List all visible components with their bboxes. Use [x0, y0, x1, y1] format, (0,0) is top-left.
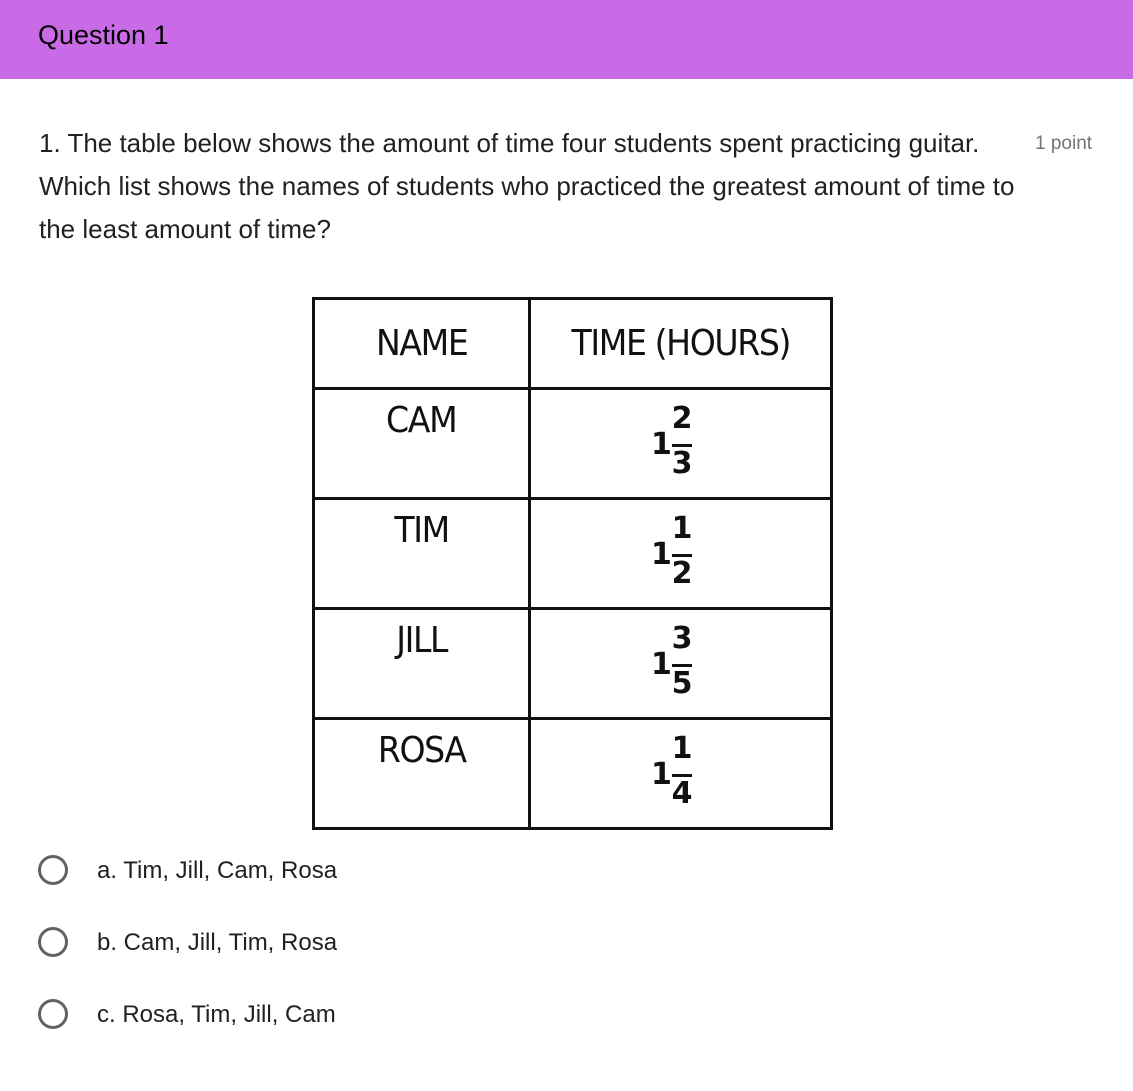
points-label: 1 point — [1035, 133, 1093, 154]
table-row — [314, 389, 832, 499]
radio-button[interactable] — [38, 927, 68, 957]
radio-button[interactable] — [38, 999, 68, 1029]
mixed-number — [651, 510, 711, 600]
question-prompt: 1. The table below shows the amount of time four students spent practicing guitar. Which list shows the names of students who practiced the greatest amount of time to the least amount of time? — [39, 128, 1015, 244]
mixed-number — [651, 400, 711, 490]
denominator: 4 — [671, 776, 693, 811]
table-header-row — [314, 299, 832, 389]
answer-option-label[interactable]: a. Tim, Jill, Cam, Rosa — [97, 857, 338, 884]
student-name-cell: CAM — [314, 389, 530, 499]
table-row — [314, 609, 832, 719]
time-cell — [530, 389, 832, 499]
time-cell — [530, 499, 832, 609]
question-header-bar — [0, 0, 1133, 79]
table-row — [314, 499, 832, 609]
whole-part: 1 — [651, 647, 672, 682]
student-name-cell: JILL — [314, 609, 530, 719]
time-cell — [530, 609, 832, 719]
denominator: 5 — [671, 666, 693, 701]
radio-button[interactable] — [38, 855, 68, 885]
table-header-name: NAME — [314, 299, 530, 389]
numerator: 2 — [671, 401, 693, 436]
student-name-cell: TIM — [314, 499, 530, 609]
table-header-time: TIME (HOURS) — [530, 299, 832, 389]
numerator: 1 — [671, 511, 693, 546]
numerator: 1 — [671, 731, 693, 766]
denominator: 3 — [671, 446, 693, 481]
question-title: Question 1 — [38, 20, 169, 50]
student-name-cell: ROSA — [314, 719, 530, 829]
whole-part: 1 — [651, 757, 672, 792]
time-cell — [530, 719, 832, 829]
answer-option-label[interactable]: b. Cam, Jill, Tim, Rosa — [97, 929, 338, 956]
numerator: 3 — [671, 621, 693, 656]
mixed-number — [651, 620, 711, 710]
mixed-number — [651, 730, 711, 820]
practice-time-table — [312, 297, 833, 830]
whole-part: 1 — [651, 537, 672, 572]
table-row — [314, 719, 832, 829]
practice-time-table-image — [312, 297, 830, 829]
answer-option-label[interactable]: c. Rosa, Tim, Jill, Cam — [97, 1001, 336, 1028]
whole-part: 1 — [651, 427, 672, 462]
denominator: 2 — [671, 556, 693, 591]
